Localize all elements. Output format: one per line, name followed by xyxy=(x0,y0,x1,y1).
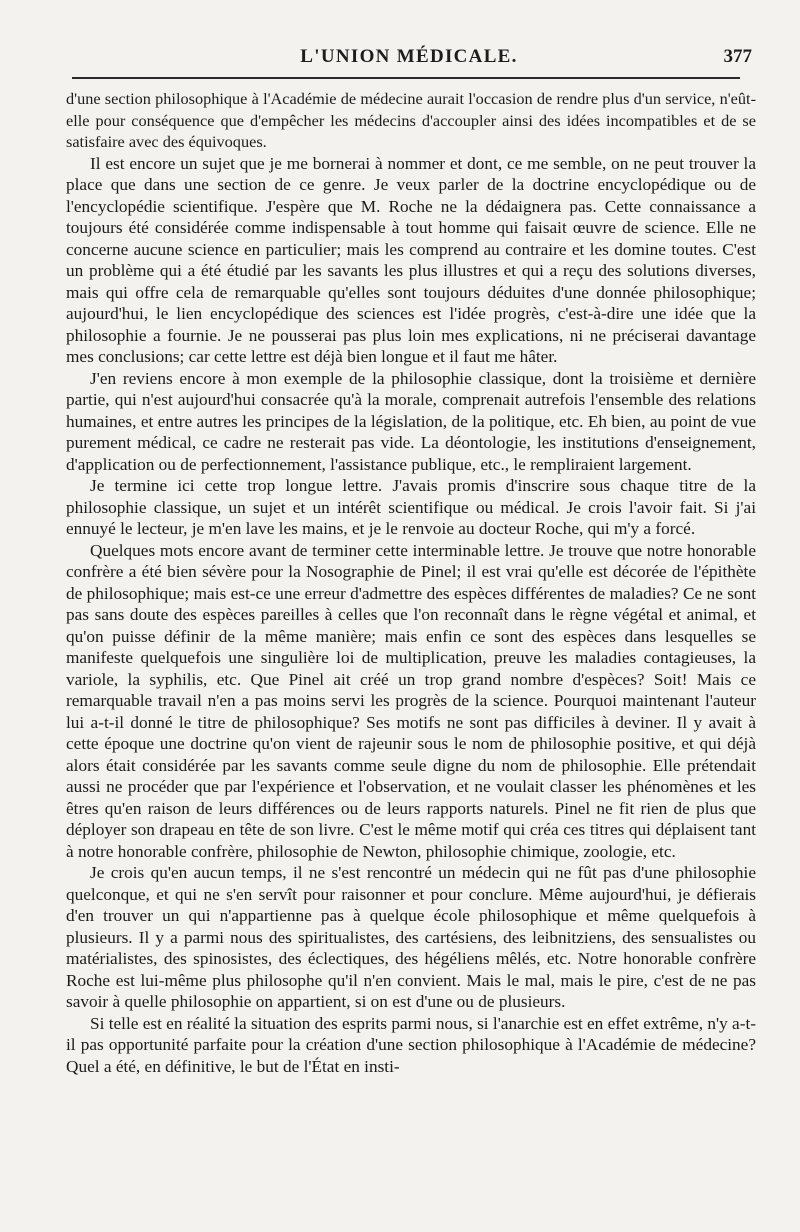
paragraph: J'en reviens encore à mon exemple de la philosophie classique, dont la troisième et dernière partie, qui n'est aujourd'hui consacrée qu'à la morale, comprenait autrefois l'ensemble des relations humaines, et entre autres les principes de la législation, de la politique, etc. Eh bien, au point de vue purement médical, ce cadre ne resterait pas vide. La déontologie, les institutions d'enseignement, d'application ou de perfectionnement, l'assistance publique, etc., le rempliraient largement. xyxy=(66,368,756,474)
paragraph: Je crois qu'en aucun temps, il ne s'est rencontré un médecin qui ne fût pas d'une philosophie quelconque, et qui ne s'en servît pour raisonner et pour conclure. Même aujourd'hui, je défierais d'en trouver un qui n'appartienne pas à quelque école philosophique et même quelquefois à plusieurs. Il y a parmi nous des spiritualistes, des cartésiens, des leibnitziens, des sensualistes ou matérialistes, des spinosistes, des éclectiques, des hégéliens mêlés, etc. Notre honorable confrère Roche est lui-même plus philosophe qu'il n'en convient. Mais le mal, mais le pire, c'est de ne pas savoir à quelle philosophie on appartient, si on est d'une ou de plusieurs. xyxy=(66,863,756,1011)
paragraph: d'une section philosophique à l'Académie de médecine aurait l'occasion de rendre plus d'un service, n'eût-elle pour conséquence que d'empêcher les médecins d'accoupler ainsi des idées incompatibles et de se satisfaire avec des équivoques. xyxy=(66,89,756,151)
body-text xyxy=(66,88,756,1077)
paragraph: Je termine ici cette trop longue lettre. J'avais promis d'inscrire sous chaque titre de la philosophie classique, un sujet et un intérêt scientifique ou médical. Je crois l'avoir fait. Si j'ai ennuyé le lecteur, je m'en lave les mains, et je le renvoie au docteur Roche, qui m'y a forcé. xyxy=(66,476,756,538)
page-number: 377 xyxy=(723,46,752,67)
paragraph: Si telle est en réalité la situation des esprits parmi nous, si l'anarchie est en effet extrême, n'y a-t-il pas opportunité parfaite pour la création d'une section philosophique à l'Académie de médecine? Quel a été, en définitive, le but de l'État en insti- xyxy=(66,1013,756,1076)
paragraph: Quelques mots encore avant de terminer cette interminable lettre. Je trouve que notre honorable confrère a été bien sévère pour la Nosographie de Pinel; il est vrai qu'elle est décorée de l'épithète de philosophique; mais est-ce une erreur d'admettre des espèces différentes de maladies? Ce ne sont pas sans doute des espèces pareilles à celles que l'on reconnaît dans le règne végétal et animal, et qu'on puisse définir de la même manière; mais enfin ce sont des espèces dans lesquelles se manifeste quelquefois une singulière loi de multiplication, preuve les maladies contagieuses, la variole, la syphilis, etc. Que Pinel ait créé un trop grand nombre d'espèces? Soit! Mais ce remarquable travail n'en a pas moins servi les progrès de la science. Pourquoi maintenant l'auteur lui a-t-il donné le titre de philosophique? Ses motifs ne sont pas difficiles à deviner. Il y avait à cette époque une doctrine qu'on vient de rajeunir sous le nom de philosophie positive, et qui déjà alors était considérée par les savants comme seule digne du nom de philosophie. Elle prétendait aussi ne procéder que par l'expérience et l'observation, et ne voulait classer les phénomènes et les êtres qu'en raison de leurs différences ou de leurs rapports naturels. Pinel ne fit rien de plus que déployer son drapeau en tête de son livre. C'est le même motif qui créa ces titres qui déplaisent tant à notre honorable confrère, philosophie de Newton, philosophie chimique, zoologie, etc. xyxy=(66,540,756,861)
running-title: L'UNION MÉDICALE. xyxy=(300,46,518,67)
header-rule xyxy=(72,77,740,79)
page-header xyxy=(64,42,754,72)
paragraph: Il est encore un sujet que je me bornerai à nommer et dont, ce me semble, on ne peut trouver la place que dans une section de ce genre. Je veux parler de la doctrine encyclopédique ou de l'encyclopédie scientifique. J'espère que M. Roche ne la dédaignera pas. Cette connaissance a toujours été considérée comme indispensable à tout homme qui faisait œuvre de science. Elle ne concerne aucune science en particulier; mais les comprend au contraire et les domine toutes. C'est un problème qui a été étudié par les savants les plus illustres et qui a reçu des solutions diverses, mais qui offre cela de remarquable qu'elles sont toujours déduites d'une donnée philosophique; aujourd'hui, le lien encyclopédique des sciences est l'idée progrès, c'est-à-dire une idée que la philosophie a fournie. Je ne pousserai pas plus loin mes explications, ni ne préciserai davantage mes conclusions; car cette lettre est déjà bien longue et il faut me hâter. xyxy=(66,153,756,366)
